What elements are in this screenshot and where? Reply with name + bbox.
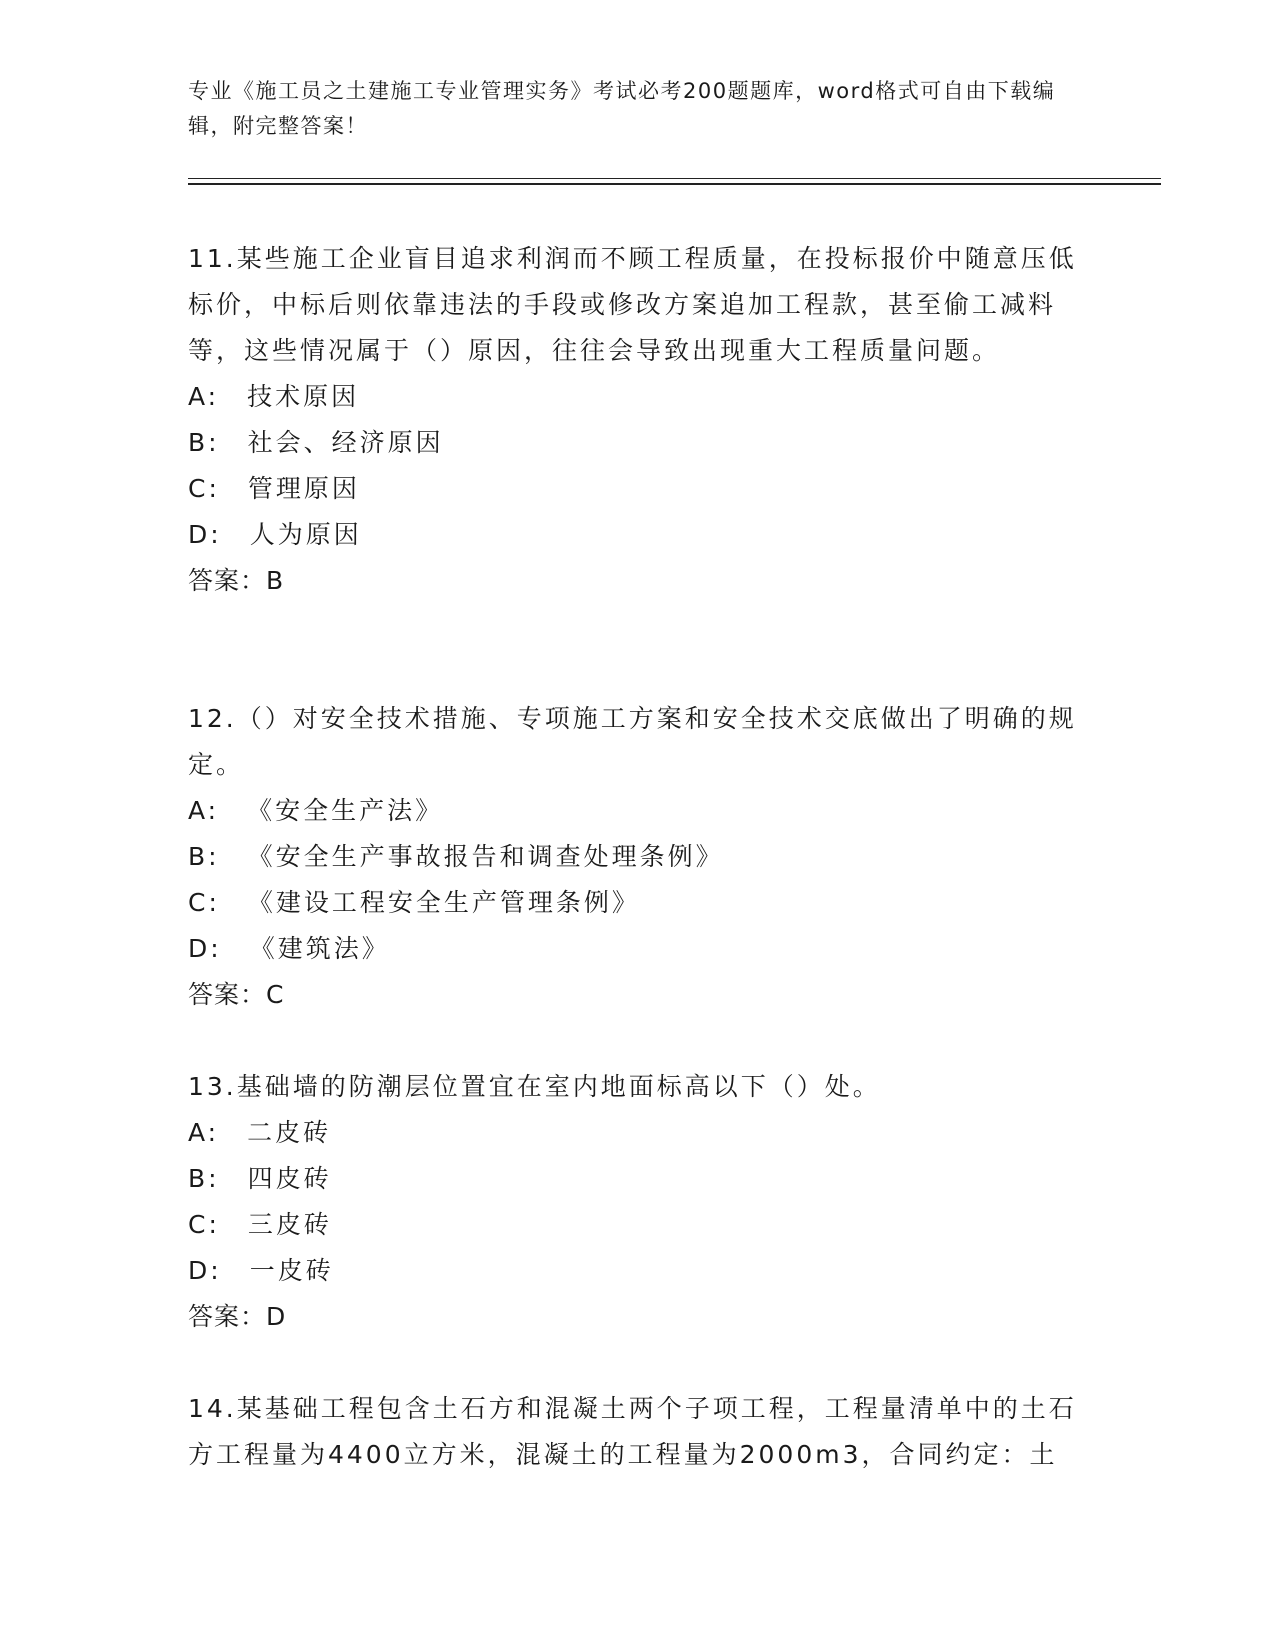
question-12 [188,696,1088,1018]
option-letter: A: [188,382,220,411]
option-c [188,466,1088,512]
answer-line: 答案：B [188,566,285,595]
header-text: 专业《施工员之土建施工专业管理实务》考试必考200题题库，word格式可自由下载编辑，附完整答案！ [188,79,1056,138]
header-divider-thin [188,178,1161,179]
option-letter: B: [188,428,220,457]
question-11 [188,236,1088,604]
question-stem: 12.（）对安全技术措施、专项施工方案和安全技术交底做出了明确的规定。 [188,704,1077,779]
option-letter: D: [188,1256,222,1285]
option-a [188,788,1088,834]
option-b [188,420,1088,466]
option-letter: C: [188,888,220,917]
option-text: 二皮砖 [247,1118,332,1147]
option-c [188,880,1088,926]
question-stem: 14.某基础工程包含土石方和混凝土两个子项工程，工程量清单中的土石方工程量为4400立方米，混凝土的工程量为2000m3，合同约定：土 [188,1394,1077,1469]
option-text: 三皮砖 [247,1210,332,1239]
option-d [188,1248,1088,1294]
option-letter: D: [188,520,222,549]
option-text: 《建设工程安全生产管理条例》 [247,888,640,917]
option-text: 《安全生产法》 [247,796,444,825]
answer-line: 答案：D [188,1302,287,1331]
option-letter: D: [188,934,222,963]
option-text: 社会、经济原因 [247,428,444,457]
option-text: 人为原因 [249,520,362,549]
document-header [188,74,1088,144]
question-14 [188,1386,1088,1478]
option-letter: C: [188,1210,220,1239]
option-d [188,926,1088,972]
option-letter: A: [188,1118,220,1147]
option-text: 四皮砖 [247,1164,332,1193]
option-text: 一皮砖 [249,1256,334,1285]
question-stem: 11.某些施工企业盲目追求利润而不顾工程质量，在投标报价中随意压低标价，中标后则依靠违法的手段或修改方案追加工程款，甚至偷工减料等，这些情况属于（）原因，往往会导致出现重大工程质量问题。 [188,244,1077,365]
option-letter: B: [188,1164,220,1193]
question-stem: 13.基础墙的防潮层位置宜在室内地面标高以下（）处。 [188,1072,881,1101]
option-a [188,374,1088,420]
option-letter: A: [188,796,220,825]
option-text: 《安全生产事故报告和调查处理条例》 [247,842,724,871]
option-b [188,834,1088,880]
option-c [188,1202,1088,1248]
option-text: 技术原因 [247,382,360,411]
option-letter: C: [188,474,220,503]
question-13 [188,1064,1088,1340]
option-letter: B: [188,842,220,871]
header-divider-thick [188,183,1161,185]
option-text: 《建筑法》 [249,934,390,963]
option-text: 管理原因 [247,474,360,503]
option-b [188,1156,1088,1202]
option-d [188,512,1088,558]
answer-line: 答案：C [188,980,285,1009]
option-a [188,1110,1088,1156]
